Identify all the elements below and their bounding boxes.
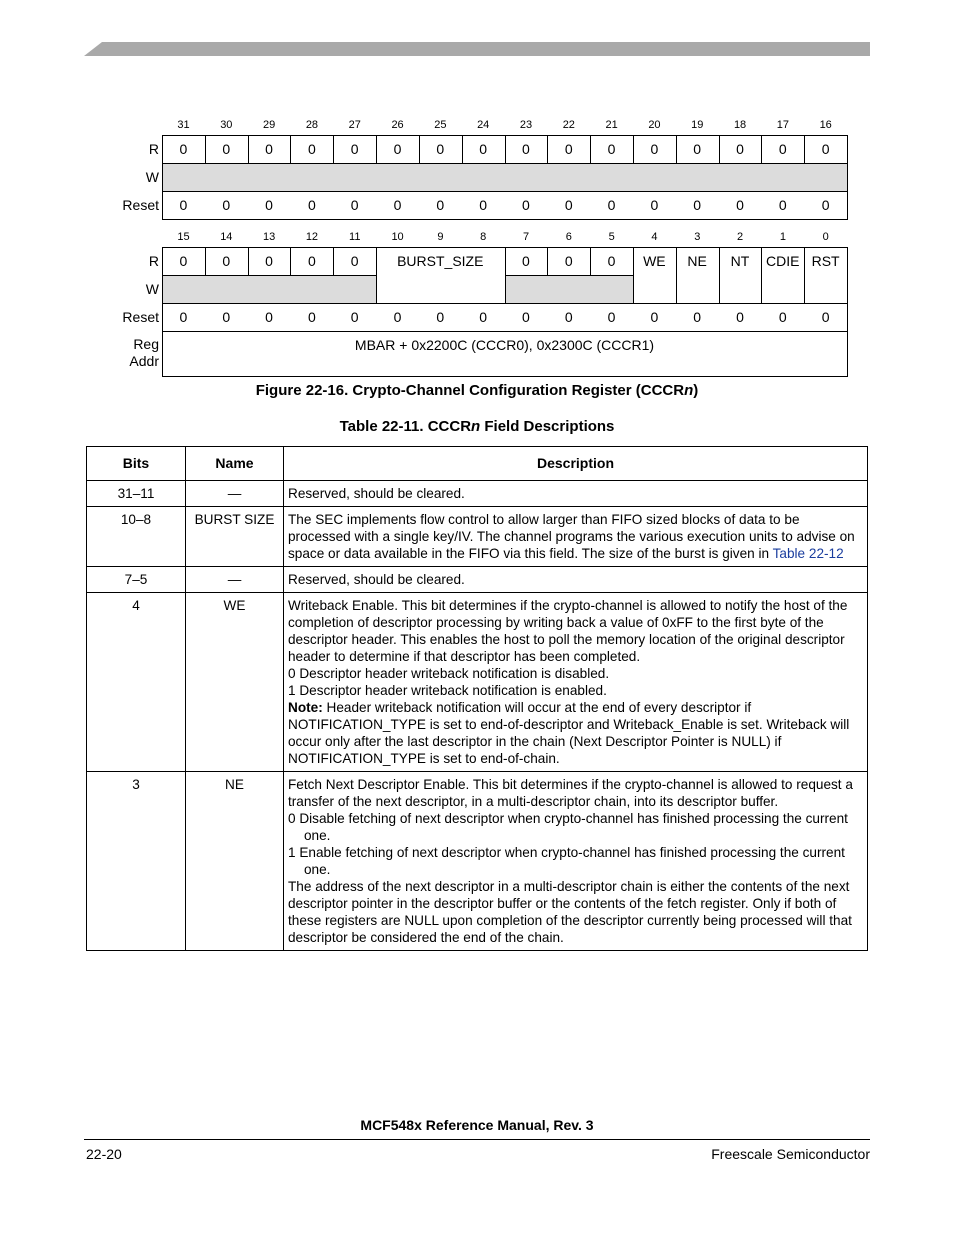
- footer-rule: [84, 1139, 870, 1140]
- bit-number: 10: [391, 231, 404, 243]
- row-description: [284, 507, 868, 567]
- register-address: MBAR + 0x2200C (CCCR0), 0x2300C (CCCR1): [354, 337, 655, 353]
- read-bit-value: 0: [179, 253, 188, 269]
- grid-line: [847, 135, 848, 219]
- read-bit-value: 0: [736, 141, 744, 157]
- footer-title: MCF548x Reference Manual, Rev. 3: [360, 1117, 594, 1133]
- read-bit-value: 0: [693, 141, 702, 157]
- grid-line: [761, 247, 762, 303]
- flag-field: RST: [811, 253, 840, 269]
- read-bit-value: 0: [778, 141, 787, 157]
- reset-bit-value: 0: [650, 197, 659, 213]
- write-shaded-area: [505, 275, 633, 303]
- reset-bit-value: 0: [479, 309, 487, 325]
- reset-bit-value: 0: [607, 309, 616, 325]
- read-bit-value: 0: [350, 141, 359, 157]
- row-name: —: [186, 567, 284, 593]
- bit-number: 27: [348, 119, 361, 131]
- read-bit-value: 0: [265, 141, 273, 157]
- figure-caption: Figure 22-16. Crypto-Channel Configuration Register (CCCRn): [255, 382, 699, 399]
- grid-line: [205, 135, 206, 163]
- read-bit-value: 0: [350, 253, 359, 269]
- reset-bit-value: 0: [222, 197, 231, 213]
- reset-bit-value: 0: [307, 309, 316, 325]
- grid-line: [505, 247, 506, 303]
- description-text: Reserved, should be cleared.: [288, 572, 465, 587]
- reset-bit-value: 0: [522, 309, 530, 325]
- reset-bit-value: 0: [607, 197, 616, 213]
- grid-line: [419, 135, 420, 163]
- field-description-table: [86, 446, 868, 951]
- row-name: NE: [186, 772, 284, 951]
- grid-line: [676, 135, 677, 163]
- read-bit-value: 0: [307, 141, 316, 157]
- reset-bit-value: 0: [265, 197, 273, 213]
- reset-bit-value: 0: [778, 309, 787, 325]
- row-label-reset: Reset: [122, 197, 159, 213]
- note-label: Note:: [288, 700, 323, 715]
- grid-line: [290, 247, 291, 275]
- grid-line: [804, 247, 805, 303]
- table-row: [87, 507, 868, 567]
- reset-bit-value: 0: [736, 309, 744, 325]
- grid-line: [162, 303, 848, 304]
- read-bit-value: 0: [179, 141, 188, 157]
- bit-number: 26: [391, 119, 404, 131]
- grid-line: [505, 135, 506, 163]
- grid-line: [162, 219, 848, 220]
- grid-line: [590, 135, 591, 163]
- grid-line: [633, 247, 634, 303]
- grid-line: [590, 247, 591, 275]
- row-name: BURST SIZE: [186, 507, 284, 567]
- read-bit-value: 0: [607, 141, 616, 157]
- bit-number: 31: [177, 119, 190, 131]
- bit-number: 18: [733, 119, 747, 131]
- header-description: Description: [284, 447, 868, 481]
- table-row: [87, 481, 868, 507]
- read-bit-value: 0: [307, 253, 316, 269]
- read-bit-value: 0: [222, 253, 231, 269]
- grid-line: [676, 247, 677, 303]
- reset-bit-value: 0: [693, 197, 702, 213]
- grid-line: [162, 247, 163, 376]
- grid-line: [547, 247, 548, 275]
- description-text: Reserved, should be cleared.: [288, 486, 465, 501]
- description-text: The SEC implements flow control to allow larger than FIFO sized blocks of data to be processed with a single key/IV. The channel programs the various execution units to advise on space or data available in the FIFO via this field. The size of the burst is given in: [288, 512, 855, 561]
- bit-number: 19: [691, 119, 704, 131]
- reset-bit-value: 0: [736, 197, 744, 213]
- grid-line: [719, 135, 720, 163]
- reset-bit-value: 0: [693, 309, 702, 325]
- option-0: 0 Descriptor header writeback notification is disabled.: [288, 666, 610, 681]
- grid-line: [162, 376, 848, 377]
- row-description: [284, 481, 868, 507]
- read-bit-value: 0: [564, 253, 573, 269]
- bit-number: 9: [437, 231, 444, 243]
- bit-number: 11: [349, 231, 361, 243]
- bit-number: 8: [480, 231, 487, 243]
- table-row: [87, 567, 868, 593]
- company-name: Freescale Semiconductor: [711, 1146, 870, 1162]
- row-description: [284, 567, 868, 593]
- grid-line: [248, 135, 249, 163]
- reset-bit-value: 0: [393, 309, 402, 325]
- grid-line: [376, 247, 377, 303]
- grid-line: [162, 275, 377, 276]
- bit-number: 4: [651, 231, 658, 243]
- bit-number: 15: [177, 231, 190, 243]
- bit-number: 12: [305, 231, 319, 243]
- row-label-r: R: [148, 253, 159, 269]
- bit-number: 2: [737, 231, 744, 243]
- table-header-row: [87, 447, 868, 481]
- read-bit-value: 0: [821, 141, 830, 157]
- header-name: Name: [186, 447, 284, 481]
- reset-bit-value: 0: [222, 309, 231, 325]
- grid-line: [162, 135, 163, 219]
- grid-line: [205, 247, 206, 275]
- write-shaded-area: [162, 163, 847, 191]
- grid-line: [333, 135, 334, 163]
- header-bits: Bits: [87, 447, 186, 481]
- description-text: The address of the next descriptor in a multi-descriptor chain is either the contents of the next descriptor pointer in the descriptor buffer or the contents of the fetch register. Only if both of these registers are NULL upon completion of the descriptor currently being processed will that descriptor be considered the end of the chain.: [288, 879, 852, 945]
- reset-bit-value: 0: [436, 309, 445, 325]
- grid-line: [547, 135, 548, 163]
- row-bits: 4: [87, 593, 186, 772]
- reset-bit-value: 0: [350, 197, 359, 213]
- grid-line: [462, 135, 463, 163]
- table-22-12-link[interactable]: Table 22-12: [772, 546, 844, 561]
- bit-number: 13: [263, 231, 276, 243]
- header-bar: [84, 42, 870, 56]
- reset-bit-value: 0: [564, 197, 573, 213]
- bit-number: 17: [776, 119, 789, 131]
- read-bit-value: 0: [607, 253, 616, 269]
- reset-bit-value: 0: [564, 309, 573, 325]
- page-number: 22-20: [86, 1146, 122, 1162]
- row-description: [284, 593, 868, 772]
- grid-line: [719, 247, 720, 303]
- grid-line: [847, 247, 848, 376]
- bit-number: 21: [605, 119, 618, 131]
- row-label-reg: Reg: [133, 336, 159, 352]
- reset-bit-value: 0: [307, 197, 316, 213]
- reset-bit-value: 0: [265, 309, 273, 325]
- reset-bit-value: 0: [393, 197, 402, 213]
- grid-line: [162, 331, 848, 332]
- note-text: Header writeback notification will occur at the end of every descriptor if NOTIFICATION_TYPE is set to end-of-descriptor and Writeback_Enable is set. Writeback will occur only after the last descriptor in the chain (Next Descriptor Pointer is NULL) if NOTIFICATION_TYPE is set to end-of-chain.: [288, 700, 850, 766]
- table-row: [87, 593, 868, 772]
- read-bit-value: 0: [650, 141, 659, 157]
- read-bit-value: 0: [522, 253, 530, 269]
- read-bit-value: 0: [522, 141, 530, 157]
- bit-number: 7: [522, 231, 530, 243]
- bit-number: 0: [822, 231, 829, 243]
- bit-number: 6: [565, 231, 572, 243]
- read-bit-value: 0: [222, 141, 231, 157]
- bit-number: 30: [220, 119, 233, 131]
- bit-number: 5: [608, 231, 615, 243]
- reset-bit-value: 0: [821, 309, 830, 325]
- reset-bit-value: 0: [522, 197, 530, 213]
- grid-line: [162, 191, 848, 192]
- flag-field: NE: [687, 253, 707, 269]
- option-1: 1 Descriptor header writeback notification is enabled.: [288, 683, 607, 698]
- grid-line: [290, 135, 291, 163]
- bit-number: 1: [779, 231, 786, 243]
- grid-line: [248, 247, 249, 275]
- bit-number: 16: [819, 119, 832, 131]
- reset-bit-value: 0: [436, 197, 445, 213]
- row-name: —: [186, 481, 284, 507]
- grid-line: [376, 135, 377, 163]
- bit-number: 24: [477, 119, 490, 131]
- read-bit-value: 0: [393, 141, 402, 157]
- reset-bit-value: 0: [650, 309, 659, 325]
- row-bits: 31–11: [87, 481, 186, 507]
- grid-line: [162, 163, 848, 164]
- read-bit-value: 0: [479, 141, 487, 157]
- row-bits: 10–8: [87, 507, 186, 567]
- row-label-addr: Addr: [129, 353, 159, 369]
- write-shaded-area: [162, 275, 376, 303]
- flag-field: CDIE: [766, 253, 800, 269]
- row-label-w: W: [145, 281, 159, 297]
- flag-field: WE: [643, 253, 666, 269]
- description-text: Writeback Enable. This bit determines if the crypto-channel is allowed to notify the host of the completion of descriptor processing by writing back a value of 0xFF to the first byte of the descriptor header. This enables the host to poll the memory location of the original descriptor header to determine if that descriptor has been completed.: [288, 598, 848, 664]
- read-bit-value: 0: [436, 141, 445, 157]
- reset-bit-value: 0: [821, 197, 830, 213]
- table-caption: Table 22-11. CCCRn Field Descriptions: [339, 418, 615, 435]
- reset-bit-value: 0: [179, 309, 188, 325]
- grid-line: [761, 135, 762, 163]
- read-bit-value: 0: [265, 253, 273, 269]
- reset-bit-value: 0: [778, 197, 787, 213]
- note: [288, 699, 863, 767]
- grid-line: [804, 135, 805, 163]
- bit-number: 23: [519, 119, 533, 131]
- read-bit-value: 0: [564, 141, 573, 157]
- row-bits: 7–5: [87, 567, 186, 593]
- reset-bit-value: 0: [479, 197, 487, 213]
- reset-bit-value: 0: [350, 309, 359, 325]
- row-label-reset: Reset: [122, 309, 159, 325]
- bit-number: 3: [694, 231, 701, 243]
- row-bits: 3: [87, 772, 186, 951]
- bit-number: 22: [562, 119, 575, 131]
- option-0: 0 Disable fetching of next descriptor when crypto-channel has finished processing the current one.: [288, 811, 848, 843]
- grid-line: [505, 275, 634, 276]
- table-row: [87, 772, 868, 951]
- row-label-w: W: [145, 169, 159, 185]
- flag-field: NT: [730, 253, 750, 269]
- bit-number: 25: [434, 119, 447, 131]
- bit-number: 14: [220, 231, 233, 243]
- row-description: [284, 772, 868, 951]
- burst-size-field: BURST_SIZE: [397, 253, 484, 269]
- bit-number: 29: [263, 119, 276, 131]
- bit-number: 28: [305, 119, 319, 131]
- description-text: Fetch Next Descriptor Enable. This bit determines if the crypto-channel is allowed to request a transfer of the next descriptor, in a multi-descriptor chain, into its descriptor buffer.: [288, 777, 853, 809]
- reset-bit-value: 0: [179, 197, 188, 213]
- row-label-r: R: [148, 141, 159, 157]
- grid-line: [333, 247, 334, 275]
- option-1: 1 Enable fetching of next descriptor when crypto-channel has finished processing the current one.: [288, 845, 845, 877]
- grid-line: [633, 135, 634, 163]
- row-name: WE: [186, 593, 284, 772]
- bit-number: 20: [648, 119, 661, 131]
